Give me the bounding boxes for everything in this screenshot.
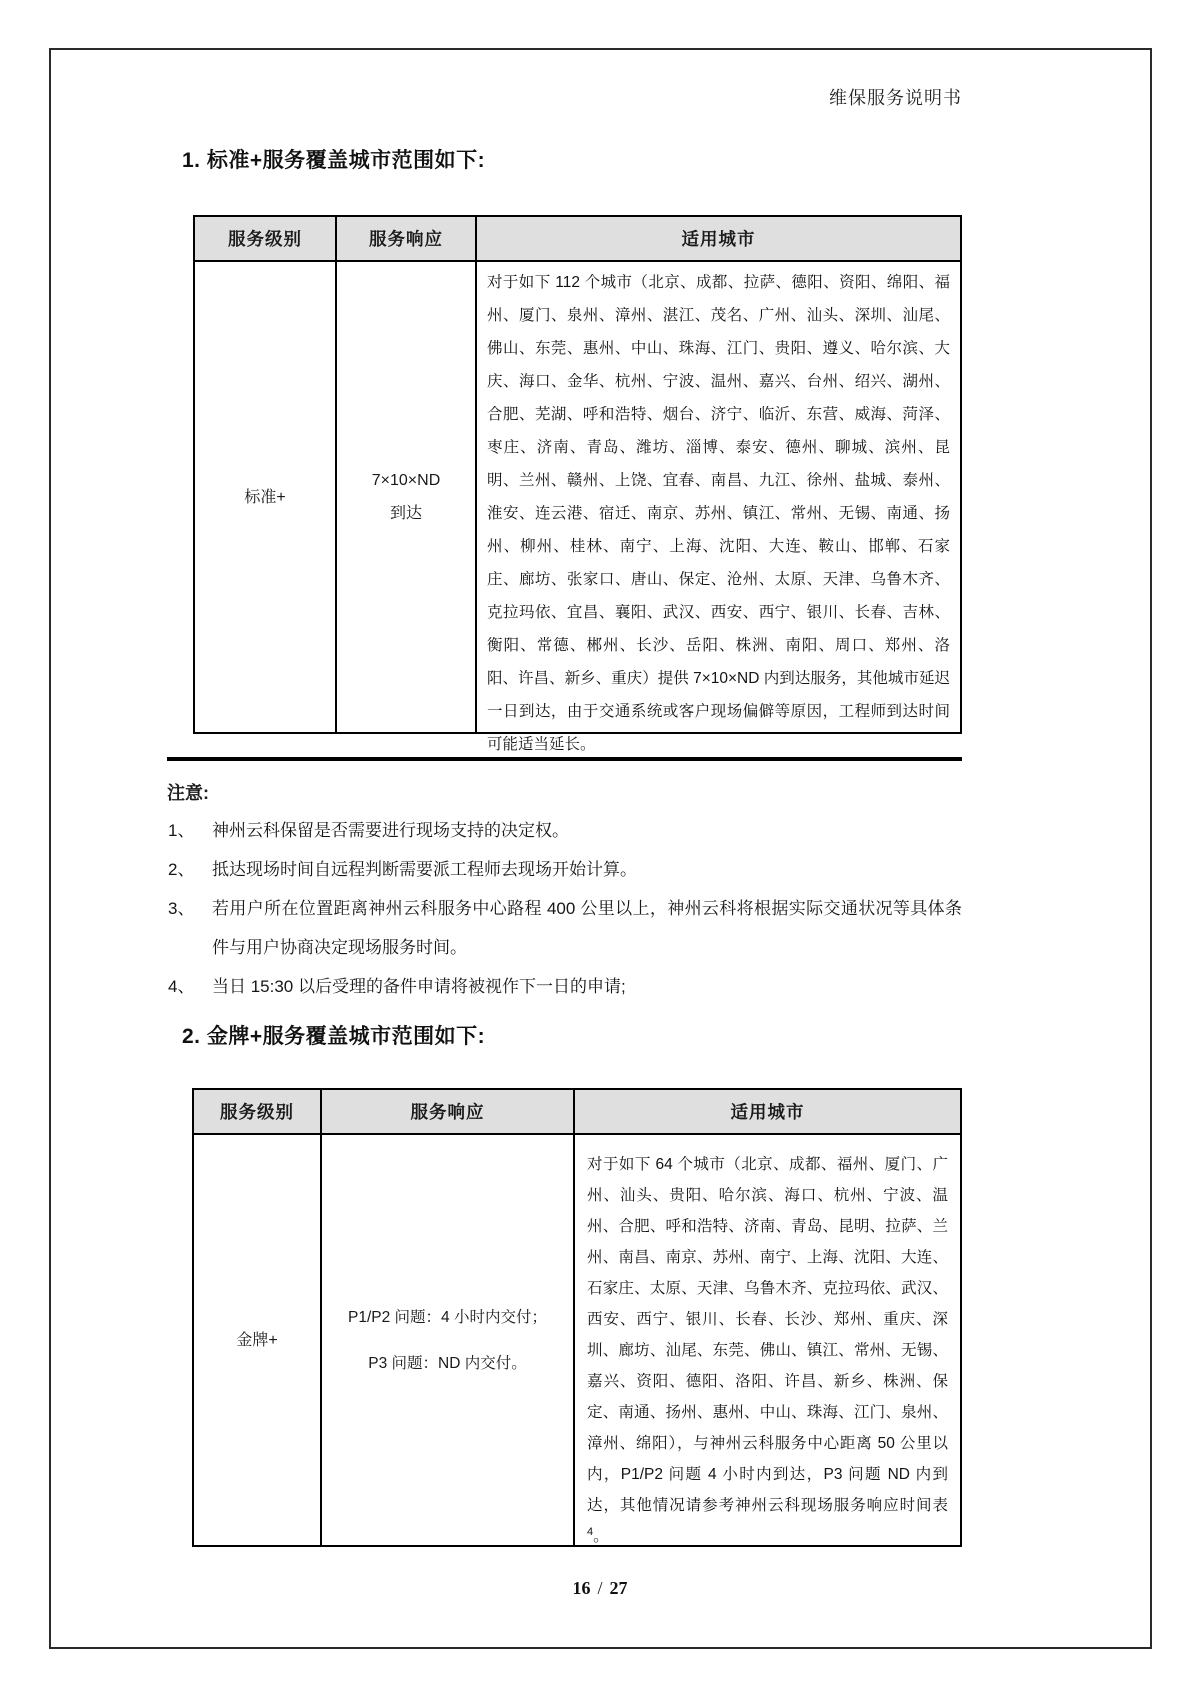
column-header-applicable-cities: 适用城市 (575, 1090, 960, 1135)
note-number: 1、 (168, 821, 195, 840)
standard-cities-cell: 对于如下 112 个城市（北京、成都、拉萨、德阳、资阳、绵阳、福州、厦门、泉州、漳州、湛江、茂名、广州、汕头、深圳、汕尾、佛山、东莞、惠州、中山、珠海、江门、贵阳、遵义、哈尔滨、大庆、海口、金华、杭州、宁波、温州、嘉兴、台州、绍兴、湖州、合肥、芜湖、呼和浩特、烟台、济宁、临沂、东营、威海、菏泽、枣庄、济南、青岛、潍坊、淄博、泰安、德州、聊城、滨州、昆明、兰州、赣州、上饶、宜春、南昌、九江、徐州、盐城、泰州、淮安、连云港、宿迁、南京、苏州、镇江、常州、无锡、南通、扬州、柳州、桂林、南宁、上海、沈阳、大连、鞍山、邯郸、石家庄、廊坊、张家口、唐山、保定、沧州、太原、天津、乌鲁木齐、克拉玛依、宜昌、襄阳、武汉、西安、西宁、银川、长春、吉林、衡阳、常德、郴州、长沙、岳阳、株洲、南阳、周口、郑州、洛阳、许昌、新乡、重庆）提供 7×10×ND 内到达服务，其他城市延迟一日到达，由于交通系统或客户现场偏僻等原因，工程师到达时间可能适当延长。 (487, 274, 950, 753)
gold-service-table (192, 1088, 962, 1547)
note-item (168, 811, 962, 850)
gold-cities-tail: 。 (593, 1528, 609, 1545)
note-text: 抵达现场时间自远程判断需要派工程师去现场开始计算。 (212, 860, 637, 879)
note-number: 2、 (168, 860, 195, 879)
gold-cities-text: 对于如下 64 个城市（北京、成都、福州、厦门、广州、汕头、贵阳、哈尔滨、海口、杭州、宁波、温州、合肥、呼和浩特、济南、青岛、昆明、拉萨、兰州、南昌、南京、苏州、南宁、上海、沈阳、大连、石家庄、太原、天津、乌鲁木齐、克拉玛依、武汉、西安、西宁、银川、长春、长沙、郑州、重庆、深圳、廊坊、汕尾、东莞、佛山、镇江、常州、无锡、嘉兴、资阳、德阳、洛阳、许昌、新乡、株洲、保定、南通、扬州、惠州、中山、珠海、江门、泉州、漳州、绵阳），与神州云科服务中心距离 50 公里以内，P1/P2 问题 4 小时内到达，P3 问题 ND 内到达，其他情况请参考神州云科现场服务响应时间表 (587, 1156, 948, 1514)
column-header-service-response: 服务响应 (337, 217, 477, 262)
standard-level-label: 标准+ (244, 488, 286, 506)
gold-level-cell (194, 1135, 322, 1545)
column-header-service-response: 服务响应 (322, 1090, 575, 1135)
footer-total-pages: 27 (609, 1578, 628, 1598)
notes-list (168, 811, 962, 1006)
gold-response-p1p2: P1/P2 问题：4 小时内交付； (348, 1308, 547, 1326)
note-text: 当日 15:30 以后受理的备件申请将被视作下一日的申请; (212, 977, 626, 996)
standard-response-line2: 到达 (389, 505, 422, 522)
standard-response-line1: 7×10×ND (371, 472, 441, 489)
document-header-title: 维保服务说明书 (829, 88, 962, 108)
note-text: 神州云科保留是否需要进行现场支持的决定权。 (212, 821, 569, 840)
section-divider-rule (167, 757, 962, 761)
note-item (168, 850, 962, 889)
gold-response-p3: P3 问题：ND 内交付。 (368, 1354, 527, 1372)
note-number: 4、 (168, 977, 195, 996)
section1-heading: 1. 标准+服务覆盖城市范围如下: (182, 149, 486, 172)
standard-level-cell (195, 262, 337, 732)
notes-heading: 注意: (167, 783, 209, 803)
column-header-service-level: 服务级别 (195, 217, 337, 262)
gold-response-cell (322, 1135, 575, 1545)
footer-page-number: 16 (572, 1578, 591, 1598)
note-text: 若用户所在位置距离神州云科服务中心路程 400 公里以上，神州云科将根据实际交通状况等具体条件与用户协商决定现场服务时间。 (212, 899, 962, 957)
footnote-reference: 4 (587, 1525, 594, 1538)
section2-heading: 2. 金牌+服务覆盖城市范围如下: (182, 1025, 486, 1048)
column-header-applicable-cities: 适用城市 (477, 217, 960, 262)
note-item (168, 967, 962, 1006)
gold-level-label: 金牌+ (236, 1331, 278, 1349)
standard-service-table (193, 215, 962, 753)
footer-separator: / (597, 1578, 603, 1598)
standard-response-cell (337, 262, 477, 732)
page-footer (0, 1578, 1200, 1599)
gold-cities-cell (575, 1135, 960, 1545)
column-header-service-level: 服务级别 (194, 1090, 322, 1135)
note-number: 3、 (168, 899, 195, 918)
note-item (168, 889, 962, 967)
